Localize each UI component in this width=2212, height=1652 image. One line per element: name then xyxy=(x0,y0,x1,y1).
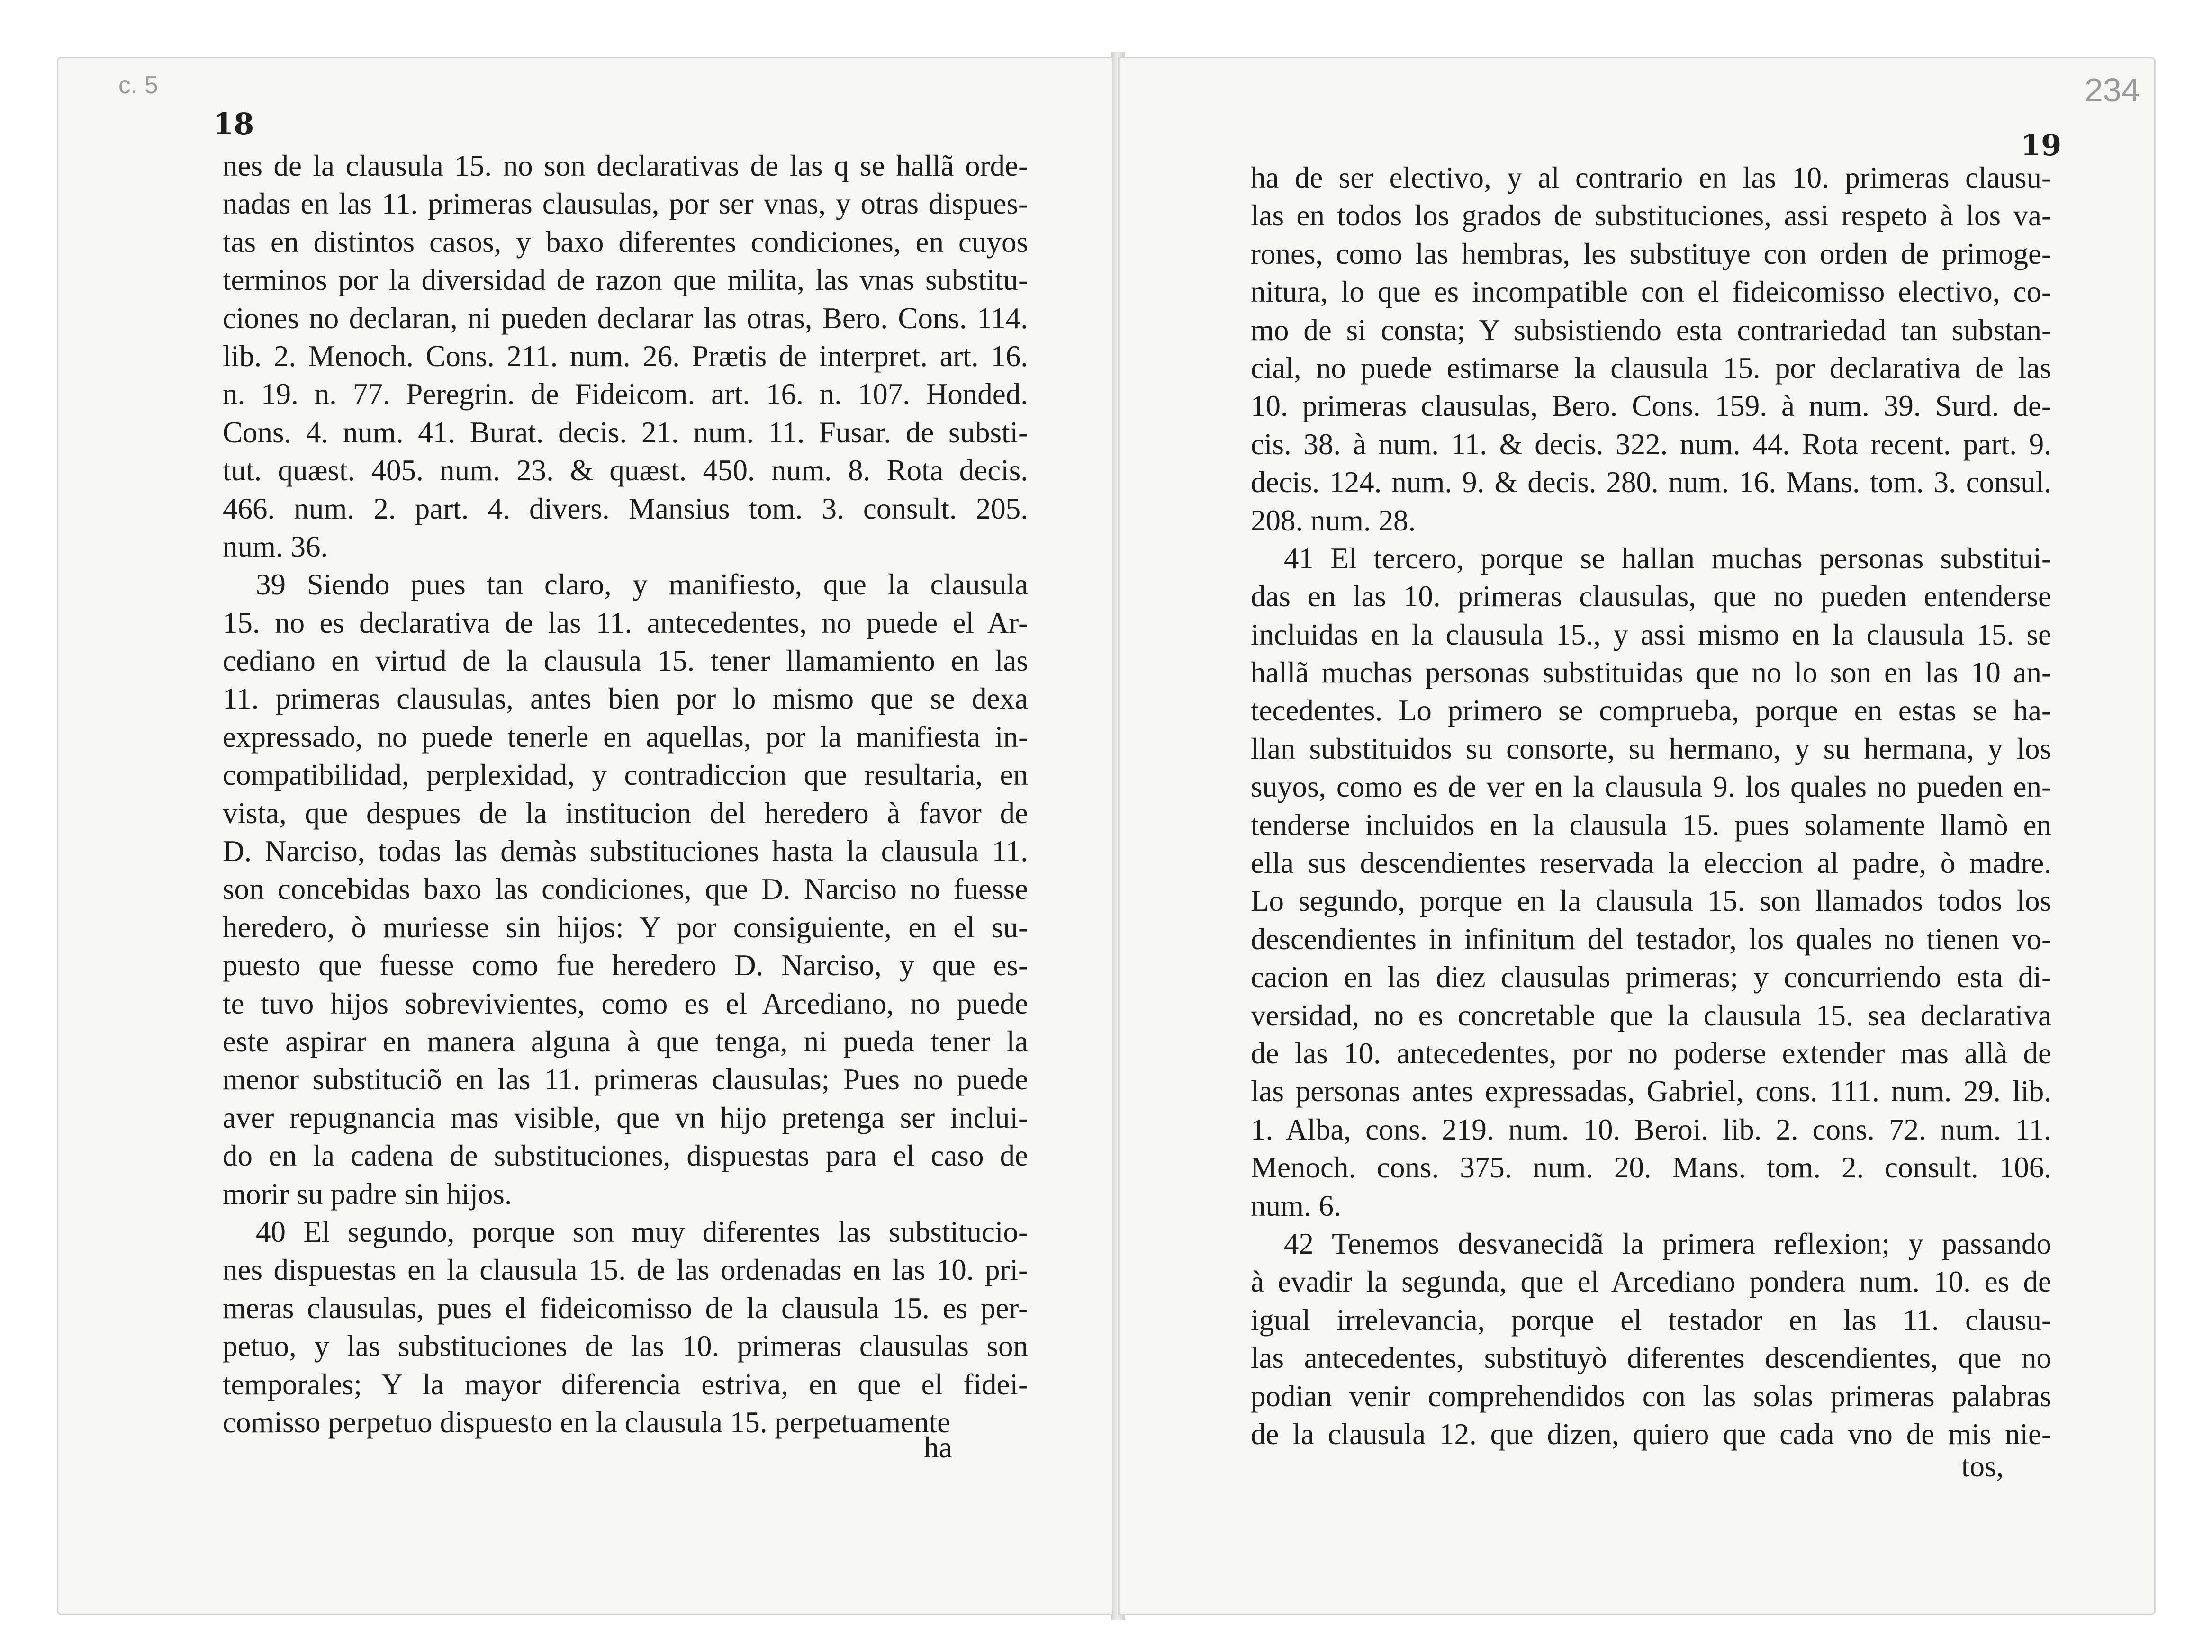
text-line: descendientes in infinitum del testador, los quales no tienen vo- xyxy=(1251,922,2051,956)
right-catchword: tos, xyxy=(1961,1450,2004,1483)
text-line: ciones no declaran, ni pueden declarar las otras, Bero. Cons. 114. xyxy=(223,301,1028,335)
text-line: expressado, no puede tenerle en aquellas, por la manifiesta in- xyxy=(223,720,1028,754)
text-line: Lo segundo, porque en la clausula 15. son llamados todos los xyxy=(1251,884,2051,918)
text-line: de las 10. antecedentes, por no poderse extender mas allà de xyxy=(1251,1036,2051,1070)
text-line: temporales; Y la mayor diferencia estriva, en que el fidei- xyxy=(223,1367,1028,1401)
text-line: num. 6. xyxy=(1251,1189,1341,1222)
text-line: 15. no es declarativa de las 11. antecedentes, no puede el Ar- xyxy=(223,606,1028,639)
text-line: tas en distintos casos, y baxo diferentes condiciones, en cuyos xyxy=(223,225,1028,259)
text-line: te tuvo hijos sobrevivientes, como es el Arcediano, no puede xyxy=(223,987,1028,1020)
text-line: hallã muchas personas substituidas que no lo son en las 10 an- xyxy=(1251,656,2051,690)
text-line: heredero, ò muriesse sin hijos: Y por consiguiente, en el su- xyxy=(223,910,1028,944)
text-line: ella sus descendientes reservada la eleccion al padre, ò madre. xyxy=(1251,846,2051,880)
text-line: tenderse incluidos en la clausula 15. pues solamente llamò en xyxy=(1251,808,2051,842)
text-line: num. 36. xyxy=(223,530,328,563)
text-line: Cons. 4. num. 41. Burat. decis. 21. num. 11. Fusar. de substi- xyxy=(223,415,1028,449)
text-line: 1. Alba, cons. 219. num. 10. Beroi. lib. 2. cons. 72. num. 11. xyxy=(1251,1113,2051,1146)
left-catchword: ha xyxy=(924,1431,952,1464)
text-line: petuo, y las substituciones de las 10. primeras clausulas son xyxy=(223,1329,1028,1363)
right-page-number: 19 xyxy=(2021,128,2062,162)
text-line: lib. 2. Menoch. Cons. 211. num. 26. Prætis de interpret. art. 16. xyxy=(223,339,1028,373)
text-line: 40 El segundo, porque son muy diferentes las substitucio- xyxy=(256,1215,1028,1248)
corner-mark: c. 5 xyxy=(118,72,158,99)
left-page-number: 18 xyxy=(213,107,254,141)
text-line: terminos por la diversidad de razon que milita, las vnas substitu- xyxy=(223,263,1028,297)
text-line: vista, que despues de la institucion del heredero à favor de xyxy=(223,796,1028,830)
text-line: do en la cadena de substituciones, dispuestas para el caso de xyxy=(223,1139,1028,1173)
left-page-body xyxy=(223,147,1028,1441)
text-line: cis. 38. à num. 11. & decis. 322. num. 44. Rota recent. part. 9. xyxy=(1251,427,2051,461)
text-line: à evadir la segunda, que el Arcediano pondera num. 10. es de xyxy=(1251,1265,2051,1299)
text-line: cial, no puede estimarse la clausula 15. por declarativa de las xyxy=(1251,351,2051,385)
text-line: decis. 124. num. 9. & decis. 280. num. 16. Mans. tom. 3. consul. xyxy=(1251,466,2051,499)
text-line: 41 El tercero, porque se hallan muchas personas substitui- xyxy=(1284,541,2051,575)
text-line: llan substituidos su consorte, su hermano, y su hermana, y los xyxy=(1251,732,2051,765)
text-line: las en todos los grados de substituciones, assi respeto à los va- xyxy=(1251,199,2051,233)
text-line: das en las 10. primeras clausulas, que no pueden entenderse xyxy=(1251,580,2051,613)
text-line: D. Narciso, todas las demàs substituciones hasta la clausula 11. xyxy=(223,835,1028,868)
text-line: 42 Tenemos desvanecidã la primera reflexion; y passando xyxy=(1284,1227,2051,1260)
text-line: cediano en virtud de la clausula 15. tener llamamiento en las xyxy=(223,644,1028,678)
text-line: morir su padre sin hijos. xyxy=(223,1177,512,1211)
text-line: versidad, no es concretable que la clausula 15. sea declarativa xyxy=(1251,998,2051,1032)
text-line: de la clausula 12. que dizen, quiero que cada vno de mis nie- xyxy=(1251,1417,2051,1451)
text-line: tut. quæst. 405. num. 23. & quæst. 450. num. 8. Rota decis. xyxy=(223,454,1028,487)
text-line: tecedentes. Lo primero se comprueba, porque en estas se ha- xyxy=(1251,694,2051,727)
text-line: podian venir comprehendidos con las solas primeras palabras xyxy=(1251,1379,2051,1413)
text-line: ha de ser electivo, y al contrario en las 10. primeras clausu- xyxy=(1251,161,2051,194)
text-line: n. 19. n. 77. Peregrin. de Fideicom. art. 16. n. 107. Honded. xyxy=(223,377,1028,411)
text-line: puesto que fuesse como fue heredero D. Narciso, y que es- xyxy=(223,949,1028,982)
text-line: 10. primeras clausulas, Bero. Cons. 159. à num. 39. Surd. de- xyxy=(1251,389,2051,423)
text-line: las personas antes expressadas, Gabriel, cons. 111. num. 29. lib. xyxy=(1251,1075,2051,1108)
text-line: cacion en las diez clausulas primeras; y concurriendo esta di- xyxy=(1251,961,2051,994)
text-line: comisso perpetuo dispuesto en la clausula 15. perpetuamente xyxy=(223,1405,951,1439)
right-page-body xyxy=(1251,159,2051,1453)
text-line: nes de la clausula 15. no son declarativas de las q se hallã orde- xyxy=(223,149,1028,182)
text-line: igual irrelevancia, porque el testador en las 11. clausu- xyxy=(1251,1303,2051,1337)
text-line: las antecedentes, substituyò diferentes descendientes, que no xyxy=(1251,1341,2051,1375)
text-line: meras clausulas, pues el fideicomisso de la clausula 15. es per- xyxy=(223,1291,1028,1325)
text-line: incluidas en la clausula 15., y assi mismo en la clausula 15. se xyxy=(1251,618,2051,651)
text-line: Menoch. cons. 375. num. 20. Mans. tom. 2. consult. 106. xyxy=(1251,1151,2051,1185)
text-line: nadas en las 11. primeras clausulas, por ser vnas, y otras dispues- xyxy=(223,187,1028,221)
text-line: menor substituciõ en las 11. primeras clausulas; Pues no puede xyxy=(223,1063,1028,1096)
text-line: nitura, lo que es incompatible con el fideicomisso electivo, co- xyxy=(1251,275,2051,309)
text-line: 39 Siendo pues tan claro, y manifiesto, que la clausula xyxy=(256,568,1028,602)
text-line: aver repugnancia mas visible, que vn hijo pretenga ser inclui- xyxy=(223,1101,1028,1134)
text-line: rones, como las hembras, les substituye con orden de primoge- xyxy=(1251,237,2051,270)
text-line: 11. primeras clausulas, antes bien por lo mismo que se dexa xyxy=(223,682,1028,716)
text-line: son concebidas baxo las condiciones, que D. Narciso no fuesse xyxy=(223,872,1028,906)
text-line: mo de si consta; Y subsistiendo esta contrariedad tan substan- xyxy=(1251,313,2051,347)
text-line: nes dispuestas en la clausula 15. de las ordenadas en las 10. pri- xyxy=(223,1253,1028,1287)
text-line: 208. num. 28. xyxy=(1251,503,1416,537)
text-line: suyos, como es de ver en la clausula 9. los quales no pueden en- xyxy=(1251,770,2051,804)
text-line: este aspirar en manera alguna à que tenga, ni pueda tener la xyxy=(223,1024,1028,1058)
text-line: 466. num. 2. part. 4. divers. Mansius tom. 3. consult. 205. xyxy=(223,492,1028,525)
foliation-mark: 234 xyxy=(2085,72,2140,108)
text-line: compatibilidad, perplexidad, y contradiccion que resultaria, en xyxy=(223,758,1028,792)
